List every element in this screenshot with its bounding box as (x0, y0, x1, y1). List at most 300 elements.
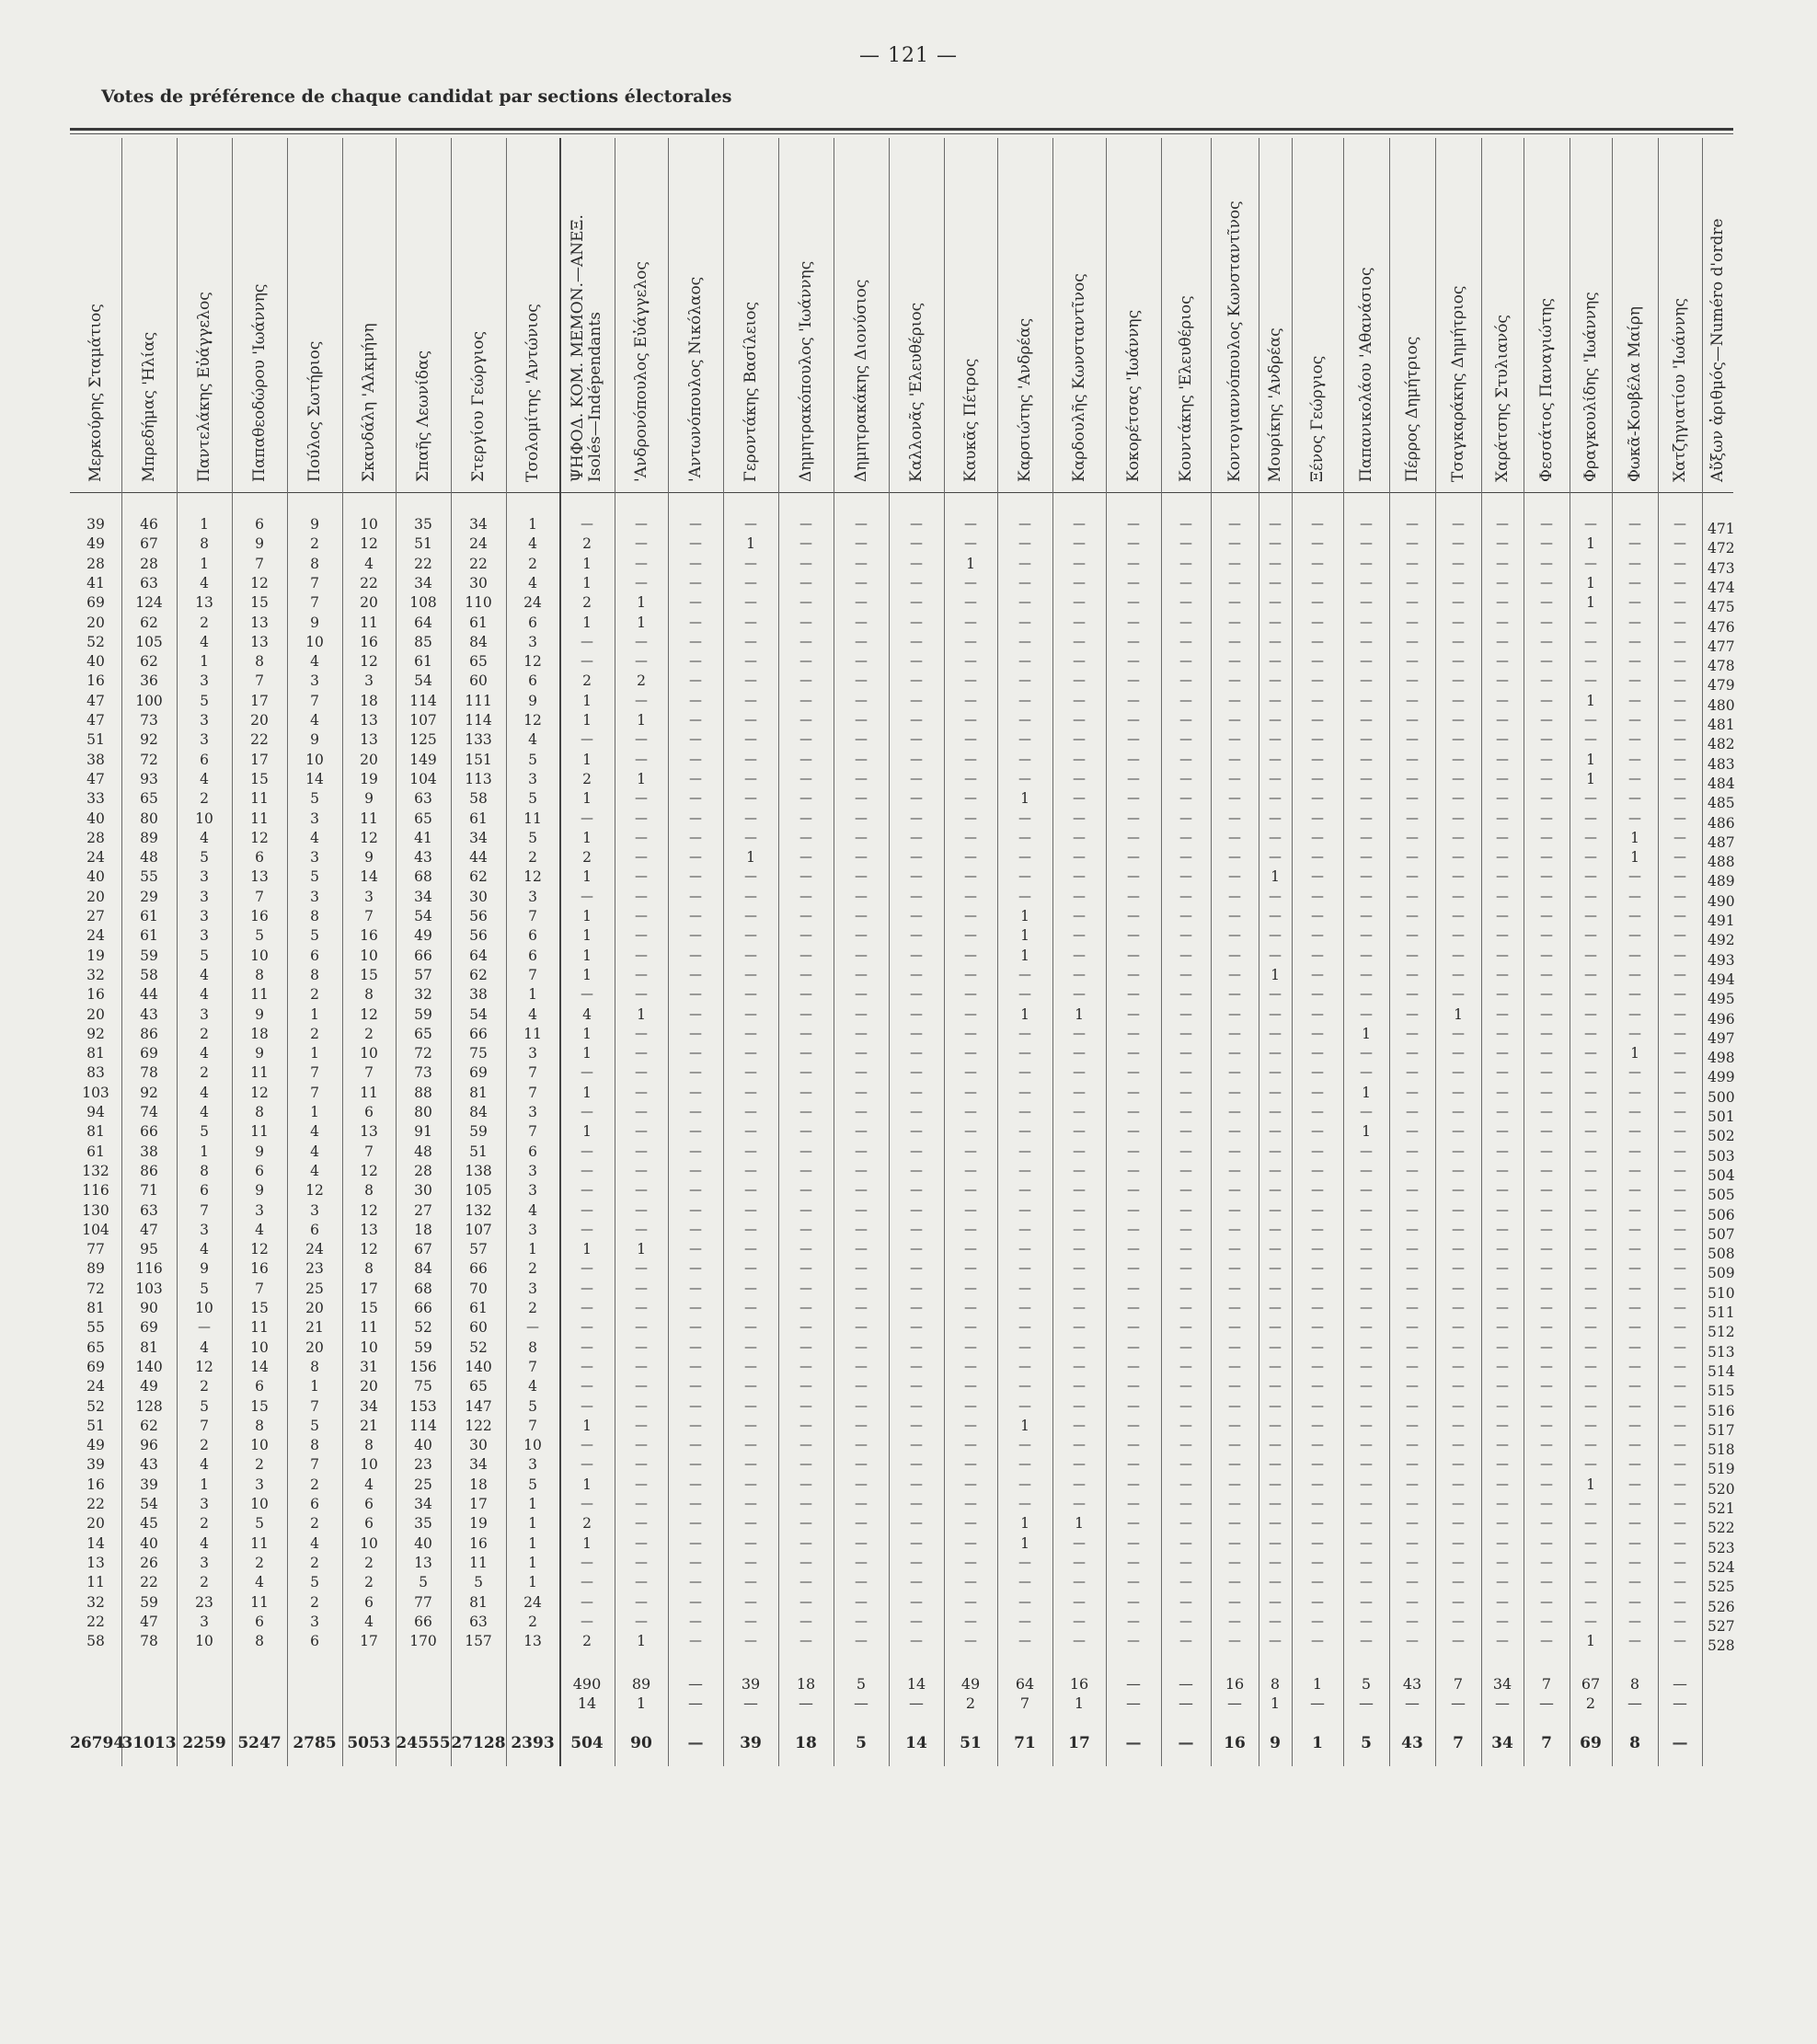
vote-cell: — (910, 752, 923, 767)
vote-cell: — (635, 1497, 648, 1511)
vote-cell: 32 (86, 966, 105, 983)
vote-cell: — (1540, 1613, 1553, 1629)
vote-cell: — (1673, 713, 1686, 728)
vote-cell: 64 (469, 947, 488, 964)
vote-cell: 2 (200, 1515, 209, 1533)
vote-cell: 14 (86, 1534, 105, 1552)
vote-cell: 8 (310, 555, 319, 572)
vote-cell: 16 (250, 1260, 269, 1278)
vote-cell: — (964, 1379, 977, 1395)
vote-cell: — (581, 810, 593, 826)
grand-total-cell: 5053 (347, 1734, 391, 1752)
vote-cell: 15 (250, 770, 269, 787)
vote-cell: — (1228, 909, 1241, 924)
vote-cell: 61 (140, 927, 158, 945)
vote-cell: — (744, 1261, 757, 1277)
subtotal-cell: — (1179, 1675, 1193, 1693)
vote-cell: — (1269, 1359, 1282, 1374)
vote-cell: — (1540, 654, 1553, 670)
vote-cell: — (1496, 1575, 1509, 1590)
vote-cell: 23 (195, 1593, 213, 1611)
vote-cell: — (1311, 556, 1324, 571)
vote-cell: — (1360, 1594, 1373, 1610)
vote-cell: — (1540, 850, 1553, 866)
vote-cell: 16 (360, 633, 378, 650)
vote-cell: 81 (86, 1123, 105, 1141)
vote-cell: — (1406, 595, 1419, 611)
vote-cell: — (1311, 1398, 1324, 1414)
vote-cell: — (964, 1418, 977, 1433)
vote-cell: — (1496, 1222, 1509, 1237)
vote-cell: 2 (364, 1025, 374, 1042)
order-number-cell: 518 (1708, 1441, 1735, 1459)
vote-cell: 1 (582, 947, 592, 964)
table-row (70, 1299, 1735, 1321)
vote-cell: — (1269, 575, 1282, 591)
vote-cell: — (1673, 595, 1686, 611)
vote-cell: — (1360, 928, 1373, 944)
vote-cell: — (1540, 1359, 1553, 1374)
vote-cell: — (1452, 850, 1465, 866)
vote-cell: — (1269, 536, 1282, 552)
vote-cell: 12 (523, 653, 542, 671)
vote-cell: — (964, 1202, 977, 1218)
vote-cell: — (1406, 1124, 1419, 1140)
vote-cell: — (1496, 595, 1509, 611)
grand-total-cell: 90 (630, 1734, 652, 1752)
vote-cell: — (910, 869, 923, 885)
grand-total-cell: 31013 (121, 1734, 177, 1752)
subtotal-cell: 8 (1270, 1675, 1281, 1693)
vote-cell: — (964, 1594, 977, 1610)
vote-cell: — (910, 987, 923, 1003)
vote-cell: — (1540, 830, 1553, 845)
table-row (70, 829, 1735, 851)
vote-cell: 35 (414, 516, 432, 533)
vote-cell: — (799, 987, 812, 1003)
vote-cell: — (635, 1261, 648, 1277)
vote-cell: — (1496, 928, 1509, 944)
vote-cell: — (964, 810, 977, 826)
subtotal-cell: — (1627, 1694, 1642, 1712)
subtotal-cell: 14 (577, 1694, 597, 1712)
column-header-label: 'Ανδρονόπουλος Εὐάγγελος (631, 261, 650, 482)
vote-cell: — (964, 614, 977, 630)
vote-cell: — (1073, 575, 1086, 591)
vote-cell: 62 (140, 614, 158, 631)
vote-cell: — (689, 1379, 702, 1395)
vote-cell: — (1540, 810, 1553, 826)
vote-cell: — (744, 595, 757, 611)
vote-cell: 34 (360, 1397, 378, 1415)
vote-cell: — (964, 1163, 977, 1178)
vote-cell: 6 (528, 927, 537, 945)
order-number-cell: 475 (1708, 599, 1735, 616)
vote-cell: 16 (86, 986, 105, 1004)
vote-cell: — (635, 1105, 648, 1120)
vote-cell: — (1406, 928, 1419, 944)
vote-cell: — (855, 1026, 868, 1041)
vote-cell: — (689, 575, 702, 591)
order-number-cell: 499 (1708, 1069, 1735, 1086)
vote-cell: — (1127, 1026, 1140, 1041)
vote-cell: 65 (469, 653, 488, 671)
vote-cell: — (1540, 1222, 1553, 1237)
vote-cell: — (1496, 556, 1509, 571)
vote-cell: — (910, 1046, 923, 1062)
vote-cell: 22 (360, 574, 378, 591)
vote-cell: 51 (414, 535, 432, 553)
vote-cell: 1 (1271, 966, 1280, 983)
vote-cell: — (1406, 1085, 1419, 1100)
vote-cell: — (1073, 693, 1086, 708)
vote-cell: 6 (255, 1378, 264, 1395)
vote-cell: — (1540, 1183, 1553, 1199)
vote-cell: — (744, 889, 757, 904)
vote-cell: — (1452, 693, 1465, 708)
vote-cell: 7 (310, 1397, 319, 1415)
vote-cell: — (910, 1476, 923, 1492)
vote-cell: — (1018, 1143, 1031, 1159)
vote-cell: 14 (305, 770, 324, 787)
vote-cell: — (1127, 654, 1140, 670)
vote-cell: 1 (582, 927, 592, 945)
vote-cell: — (1628, 947, 1641, 963)
vote-cell: — (1018, 1398, 1031, 1414)
vote-cell: — (1584, 517, 1597, 532)
vote-cell: 3 (310, 888, 319, 905)
vote-cell: 1 (582, 1476, 592, 1493)
vote-cell: 1 (582, 692, 592, 709)
vote-cell: — (1269, 1183, 1282, 1199)
vote-cell: — (1628, 693, 1641, 708)
vote-cell: — (1018, 850, 1031, 866)
vote-cell: 66 (414, 1300, 432, 1316)
vote-cell: — (1179, 1143, 1192, 1159)
vote-cell: 3 (255, 1476, 264, 1493)
vote-cell: — (1018, 614, 1031, 630)
order-number-cell: 516 (1708, 1402, 1735, 1419)
vote-cell: 3 (200, 1005, 209, 1023)
vote-cell: — (1269, 830, 1282, 845)
vote-cell: — (1311, 536, 1324, 552)
grand-total-cell: 5 (856, 1734, 867, 1752)
vote-cell: — (1127, 1379, 1140, 1395)
vote-cell: — (1452, 928, 1465, 944)
vote-cell: — (1360, 1261, 1373, 1277)
vote-cell: — (1406, 869, 1419, 885)
vote-cell: — (1360, 830, 1373, 845)
vote-cell: — (581, 1183, 593, 1199)
vote-cell: — (635, 987, 648, 1003)
vote-cell: 1 (1362, 1123, 1371, 1141)
vote-cell: — (1452, 1438, 1465, 1453)
vote-cell: — (744, 1222, 757, 1237)
vote-cell: — (689, 1497, 702, 1511)
column-header (1582, 138, 1625, 488)
vote-cell: 13 (360, 1123, 378, 1141)
vote-cell: — (1073, 1339, 1086, 1355)
vote-cell: 12 (305, 1182, 324, 1200)
column-header (306, 138, 362, 488)
vote-cell: 65 (469, 1378, 488, 1395)
table-row (70, 711, 1735, 733)
order-number-cell: 507 (1708, 1225, 1735, 1243)
vote-cell: 18 (250, 1025, 269, 1042)
vote-cell: — (1406, 1183, 1419, 1199)
vote-cell: — (855, 654, 868, 670)
vote-cell: — (1628, 1613, 1641, 1629)
vote-cell: 6 (364, 1515, 374, 1533)
vote-cell: — (799, 1163, 812, 1178)
grand-total-cell: — (1672, 1734, 1688, 1752)
vote-cell: — (1406, 1026, 1419, 1041)
vote-cell: — (1584, 614, 1597, 630)
vote-cell: — (1127, 1124, 1140, 1140)
vote-cell: 59 (140, 947, 158, 964)
vote-cell: — (1311, 1085, 1324, 1100)
vote-cell: — (1179, 1006, 1192, 1022)
vote-cell: 7 (364, 1143, 374, 1160)
vote-cell: 13 (360, 731, 378, 749)
vote-cell: 38 (140, 1143, 158, 1160)
vote-cell: — (1269, 1006, 1282, 1022)
vote-cell: — (1540, 1379, 1553, 1395)
vote-cell: — (1584, 1398, 1597, 1414)
grand-total-cell: 7 (1541, 1734, 1552, 1752)
vote-cell: — (1360, 1301, 1373, 1315)
vote-cell: — (1179, 1379, 1192, 1395)
subtotal-cell: — (1126, 1675, 1141, 1693)
vote-cell: — (689, 1143, 702, 1159)
vote-cell: — (1452, 536, 1465, 552)
vote-cell: 4 (310, 653, 319, 671)
vote-cell: 64 (414, 614, 432, 631)
vote-cell: — (1496, 1202, 1509, 1218)
table-row (70, 1259, 1735, 1282)
vote-cell: — (1073, 1183, 1086, 1199)
vote-cell: 18 (414, 1221, 432, 1238)
vote-cell: — (855, 595, 868, 611)
vote-cell: — (1228, 1339, 1241, 1355)
vote-cell: — (964, 1026, 977, 1041)
vote-cell: — (1073, 1105, 1086, 1120)
vote-cell: 8 (255, 653, 264, 671)
vote-cell: — (1452, 1634, 1465, 1649)
table-row (70, 534, 1735, 557)
vote-cell: — (1311, 713, 1324, 728)
vote-cell: 4 (200, 770, 209, 787)
vote-cell: — (1496, 1594, 1509, 1610)
vote-cell: — (964, 1613, 977, 1629)
vote-cell: 17 (250, 692, 269, 709)
vote-cell: 1 (637, 1633, 646, 1650)
vote-cell: 55 (140, 868, 158, 886)
vote-cell: — (744, 791, 757, 807)
vote-cell: — (910, 967, 923, 982)
vote-cell: — (581, 1143, 593, 1159)
vote-cell: 2 (200, 1064, 209, 1082)
vote-cell: 3 (200, 712, 209, 729)
vote-cell: 147 (465, 1397, 492, 1415)
vote-cell: 9 (255, 1143, 264, 1160)
vote-cell: — (1360, 654, 1373, 670)
vote-cell: — (1269, 1261, 1282, 1277)
vote-cell: — (744, 1026, 757, 1041)
vote-cell: — (1127, 1301, 1140, 1315)
vote-cell: — (1269, 909, 1282, 924)
vote-cell: 8 (255, 966, 264, 983)
vote-cell: 9 (310, 614, 319, 631)
vote-cell: — (744, 1320, 757, 1336)
vote-cell: — (1496, 1497, 1509, 1511)
vote-cell: — (799, 1418, 812, 1433)
vote-cell: — (1228, 1026, 1241, 1041)
vote-cell: — (1018, 1555, 1031, 1570)
vote-cell: — (1584, 1320, 1597, 1336)
vote-cell: — (1673, 1613, 1686, 1629)
vote-cell: 1 (200, 653, 209, 671)
vote-cell: — (1628, 1497, 1641, 1511)
vote-cell: — (855, 909, 868, 924)
grand-total-cell: — (687, 1734, 704, 1752)
vote-cell: — (1018, 1085, 1031, 1100)
vote-cell: — (1228, 536, 1241, 552)
vote-cell: — (1628, 1535, 1641, 1551)
vote-cell: 19 (469, 1515, 488, 1533)
vote-cell: — (1073, 595, 1086, 611)
vote-cell: — (1269, 1163, 1282, 1178)
vote-cell: 32 (414, 986, 432, 1004)
vote-cell: 114 (409, 1417, 437, 1434)
vote-cell: — (1179, 830, 1192, 845)
vote-cell: — (1673, 1006, 1686, 1022)
column-header-label: Τσαγκαράκης Δημήτριος (1448, 285, 1467, 482)
vote-cell: — (1228, 1594, 1241, 1610)
vote-cell: 71 (140, 1182, 158, 1200)
vote-cell: 8 (255, 1417, 264, 1434)
vote-cell: 72 (140, 751, 158, 768)
vote-cell: — (1228, 1280, 1241, 1296)
vote-cell: 2 (200, 1378, 209, 1395)
vote-cell: — (1073, 1163, 1086, 1178)
vote-cell: 11 (469, 1554, 488, 1571)
vote-cell: 10 (250, 1338, 269, 1356)
vote-cell: 9 (255, 1045, 264, 1062)
vote-cell: — (1496, 1280, 1509, 1296)
vote-cell: — (1228, 1555, 1241, 1570)
vote-cell: — (799, 1222, 812, 1237)
vote-cell: 1 (582, 1045, 592, 1062)
vote-cell: — (1584, 1242, 1597, 1257)
vote-cell: — (689, 869, 702, 885)
vote-cell: 92 (140, 731, 158, 749)
vote-cell: 1 (1020, 908, 1029, 924)
vote-cell: — (1540, 1280, 1553, 1296)
vote-cell: — (1452, 1418, 1465, 1433)
vote-cell: 8 (310, 966, 319, 983)
vote-cell: — (1496, 517, 1509, 532)
vote-cell: 7 (364, 908, 374, 924)
vote-cell: — (1073, 1280, 1086, 1296)
vote-cell: — (855, 1320, 868, 1336)
vote-cell: 7 (200, 1417, 209, 1434)
vote-cell: — (964, 1398, 977, 1414)
column-header-label: Πούλος Σωτήριος (305, 340, 324, 482)
vote-cell: 88 (414, 1084, 432, 1101)
vote-cell: — (1311, 1438, 1324, 1453)
vote-cell: 1 (1630, 1045, 1639, 1062)
vote-cell: — (1269, 987, 1282, 1003)
vote-cell: 4 (255, 1574, 264, 1591)
vote-cell: 49 (86, 1437, 105, 1454)
vote-cell: 1 (582, 829, 592, 846)
vote-cell: — (581, 654, 593, 670)
vote-cell: — (1496, 889, 1509, 904)
vote-cell: — (1360, 1613, 1373, 1629)
vote-cell: — (1496, 830, 1509, 845)
vote-cell: 59 (414, 1338, 432, 1356)
vote-cell: — (1127, 1222, 1140, 1237)
vote-cell: 1 (1630, 849, 1639, 867)
order-number-cell: 485 (1708, 795, 1735, 812)
order-number-cell: 472 (1708, 540, 1735, 557)
vote-cell: — (526, 1320, 539, 1336)
column-header (687, 138, 742, 488)
vote-cell: 61 (414, 653, 432, 671)
vote-cell: — (1584, 1516, 1597, 1532)
vote-cell: — (1179, 850, 1192, 866)
vote-cell: — (1018, 536, 1031, 552)
vote-cell: — (1496, 1379, 1509, 1395)
vote-cell: 2 (582, 535, 592, 553)
vote-cell: — (910, 1555, 923, 1570)
vote-cell: — (1073, 1379, 1086, 1395)
vote-cell: — (1073, 1359, 1086, 1374)
vote-cell: 12 (360, 1005, 378, 1023)
vote-cell: — (1673, 1535, 1686, 1551)
vote-cell: — (1584, 1261, 1597, 1277)
vote-cell: — (1073, 673, 1086, 689)
vote-cell: — (1406, 1065, 1419, 1081)
vote-cell: 40 (140, 1534, 158, 1552)
grand-total-row (70, 1734, 1733, 1753)
vote-cell: — (1127, 556, 1140, 571)
vote-cell: — (910, 1124, 923, 1140)
vote-cell: — (799, 1339, 812, 1355)
vote-cell: 170 (409, 1633, 437, 1650)
vote-cell: 5 (528, 790, 537, 808)
vote-cell: — (964, 1261, 977, 1277)
vote-cell: — (635, 517, 648, 532)
vote-cell: 1 (1586, 1476, 1595, 1493)
vote-cell: — (1179, 1476, 1192, 1492)
vote-cell: 5 (310, 1417, 319, 1434)
vote-cell: — (910, 575, 923, 591)
grand-total-cell: 2393 (511, 1734, 555, 1752)
vote-cell: 4 (528, 1378, 537, 1395)
column-header (1709, 138, 1741, 488)
vote-cell: — (1311, 1497, 1324, 1511)
vote-cell: 23 (414, 1456, 432, 1474)
vote-cell: 113 (465, 770, 492, 787)
vote-cell: — (1496, 1555, 1509, 1570)
vote-cell: — (1228, 1065, 1241, 1081)
vote-cell: — (964, 1006, 977, 1022)
vote-cell: — (689, 1535, 702, 1551)
vote-cell: 61 (140, 908, 158, 924)
vote-cell: — (1584, 1163, 1597, 1178)
